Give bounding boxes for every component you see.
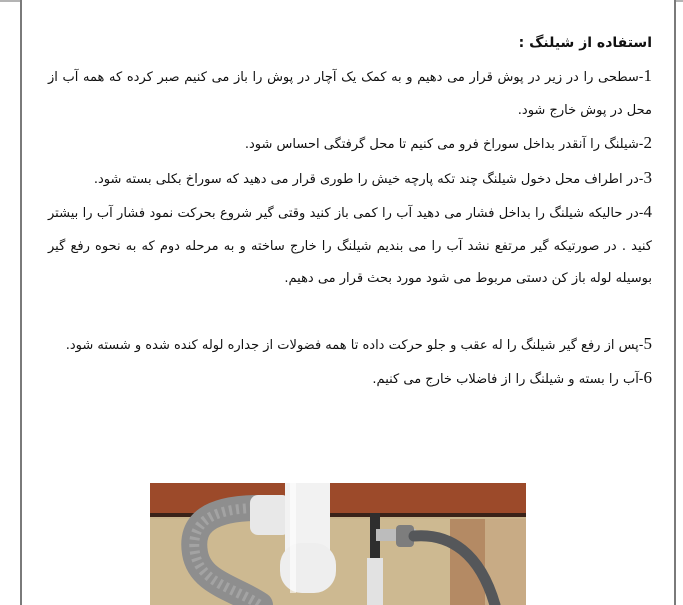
step-number: 5 [643, 333, 652, 353]
step-text: -پس از رفع گیر شیلنگ را له عقب و جلو حرکت داده تا همه فضولات از جداره لوله کنده شده و شسته شود. [65, 337, 644, 353]
step-number: 6 [643, 368, 652, 387]
step-text: -آب را بسته و شیلنگ را از فاضلاب خارج می کنیم. [372, 372, 644, 387]
step-number: 4 [643, 202, 652, 221]
step-number: 1 [643, 66, 652, 85]
step-number: 3 [643, 167, 652, 187]
step-text: -شیلنگ را آنقدر بداخل سوراخ فرو می کنیم تا محل گرفتگی احساس شود. [244, 137, 644, 152]
step-4 [48, 196, 652, 296]
step-number: 2 [643, 133, 652, 152]
step-2 [48, 127, 652, 162]
step-3 [48, 162, 652, 197]
step-text: -در حالیکه شیلنگ را بداخل فشار می دهید آب را کمی باز کنید وقتی گیر شروع بحرکت نمود فشار آب را بیشتر کنید . در صورتیکه گیر مرتفع نشد آب را می بندیم شیلنگ را خارج ساخته و به مرحله دوم که به نحوه رفع گیر بوسیله لوله باز کن دستی مربوط می شود مورد بحث قرار می دهیم. [48, 206, 652, 286]
step-1 [48, 60, 652, 127]
document-content [48, 30, 652, 397]
plumbing-photo [150, 483, 526, 605]
document-page [20, 0, 676, 605]
step-6 [48, 362, 652, 397]
section-title: استفاده از شیلنگ : [518, 35, 652, 51]
step-text: -در اطراف محل دخول شیلنگ چند تکه پارچه خیش را طوری قرار می دهید که سوراخ بکلی بسته شود. [93, 171, 644, 187]
step-text: -سطحی را در زیر در پوش قرار می دهیم و به کمک یک آچار در پوش را باز می کنیم صبر کرده که همه آب از محل در پوش خارج شود. [48, 70, 652, 118]
paragraph-gap [48, 296, 652, 328]
step-5 [48, 328, 652, 363]
